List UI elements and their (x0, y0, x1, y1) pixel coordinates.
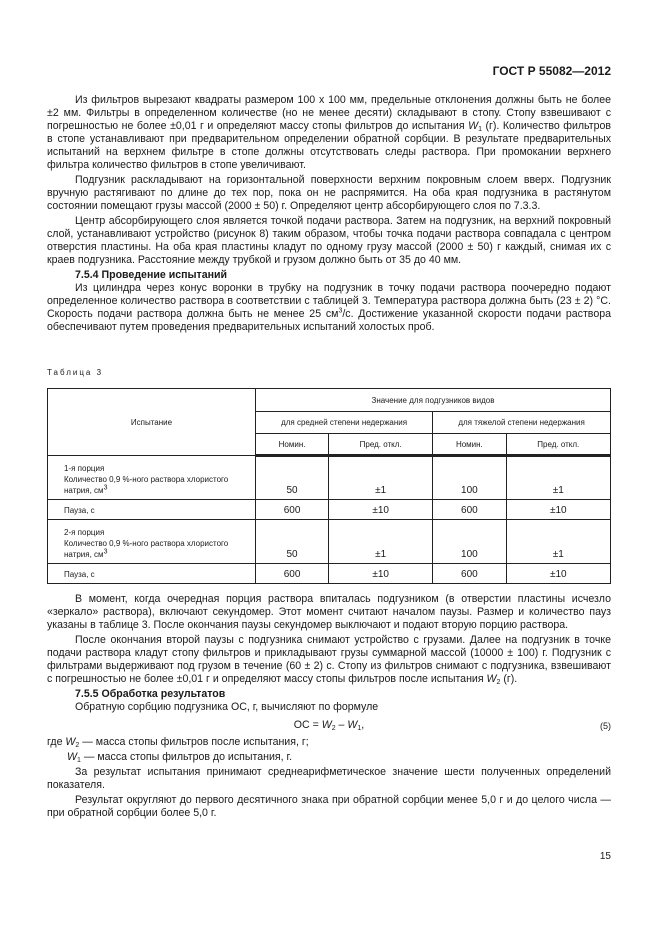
cell: 100 (433, 520, 506, 564)
paragraph-result: За результат испытания принимают среднеарифметическое значение шести полученных определений показателя. (47, 766, 611, 791)
cell: ±10 (329, 564, 433, 584)
text-top (47, 94, 611, 336)
row-label: Пауза, с (48, 500, 256, 520)
cell: 600 (256, 564, 329, 584)
text: После окончания второй паузы с подгузника снимают устройство с грузами. Далее на подгузник в точке подачи раствора кладут стопу фильтров и прикладывают грузы суммарной массой (10000 ± 100) г. Подгузник с фильтрами выдерживают под грузом в течение (60 ± 2) с. Стопу из фильтров снимают с подгузника, взвешивают с погрешностью не более ±0,01 г и определяют массу стопы фильтров после испытания (47, 634, 611, 685)
sup: 3 (338, 307, 343, 315)
cell: ±10 (506, 500, 610, 520)
text: /с. Достижение указанной скорости подачи раствора обеспечивают путем проведения предварительных испытаний холостых проб. (47, 308, 611, 333)
text-bottom (47, 593, 611, 822)
paragraph-formula-intro: Обратную сорбцию подгузника ОС, г, вычисляют по формуле (75, 701, 379, 713)
cell: ±1 (506, 456, 610, 500)
col-nom: Номин. (433, 434, 506, 456)
formula: ОС = $W_2 - W_1$, (5) (293, 719, 611, 732)
cell: ±10 (506, 564, 610, 584)
cell: ±10 (329, 500, 433, 520)
sub: 1 (478, 126, 482, 133)
var-w: W (468, 120, 479, 132)
paragraph-diaper: Подгузник раскладывают на горизонтальной поверхности верхним покровным слоем вверх. Подгузник вручную растягивают по длине до тех пор, пока он не распрямится. На оба края подгузника в растянутом состоянии помещают грузы массой (2000 ± 50) г. Определяют центр абсорбирующего слоя по 7.3.3. (47, 174, 611, 212)
definition-w2: где $W_2$ — масса стопы фильтров после испытания, г; (47, 736, 309, 749)
col-dev: Пред. откл. (506, 434, 610, 456)
sub: 2 (496, 679, 501, 686)
section-heading-7-5-5: 7.5.5 Обработка результатов (75, 688, 226, 700)
paragraph-pause: В момент, когда очередная порция раствора впиталась подгузником (в отверстии пластины исчезло «зеркало» раствора), включают секундомер. Этот момент считают началом паузы. Размер и количество пауз указаны в таблице 3. После окончания паузы секундомер выключают и подают вторую порцию раствора. (47, 593, 611, 631)
document-header: ГОСТ Р 55082—2012 (492, 64, 611, 78)
paragraph-filters-after (47, 634, 611, 686)
row-label: 1-я порция Количество 0,9 %-ного раствора хлористого натрия, $см^3$ (48, 456, 256, 500)
table-row (48, 456, 611, 500)
col-header-test: Испытание (48, 389, 256, 456)
paragraph-rounding: Результат округляют до первого десятичного знака при обратной сорбции менее 5,0 г и до целого числа — при обратной сорбции более 5,0 г. (47, 794, 611, 819)
group-header: Значение для подгузников видов (256, 389, 611, 412)
text: (г). (500, 673, 518, 685)
group-medium: для средней степени недержания (256, 412, 433, 434)
text: Из фильтров вырезают квадраты размером 100 x 100 мм, предельные отклонения должны быть не более ±2 мм. Фильтры в определенном количестве (но не менее десяти) складывают в стопу. Стопу взвешивают с погрешностью не более ±0,01 г и определяют массу стопы фильтров до испытания (47, 94, 611, 132)
text: (г). Количество фильтров в стопе устанавливают при предварительном определении обратной сорбции. В результате предварительных испытаний на верхнем фильтре в стопе должны отсутствовать следы раствора. При промокании верхнего фильтра количество фильтров в стопе увеличивают. (47, 120, 611, 171)
formula-number: (5) (600, 721, 611, 731)
definition-w1: $W_1$ — масса стопы фильтров до испытания, г. (67, 751, 293, 764)
cell: ±1 (506, 520, 610, 564)
cell: 600 (256, 500, 329, 520)
table-row (48, 500, 611, 520)
page-number: 15 (599, 851, 611, 862)
col-dev: Пред. откл. (329, 434, 433, 456)
cell: 50 (256, 456, 329, 500)
col-nom: Номин. (256, 434, 329, 456)
table-3 (47, 388, 611, 584)
cell: 100 (433, 456, 506, 500)
row-label: Пауза, с (48, 564, 256, 584)
text: Из цилиндра через конус воронки в трубку на подгузник в точку подачи раствора поочередно подают определенное количество раствора в соответствии с таблицей 3. Температура раствора должна быть (23 ± 2) °С. Скорость подачи раствора должна быть не менее 25 см (47, 282, 611, 320)
cell: ±1 (329, 520, 433, 564)
section-heading-7-5-4: 7.5.4 Проведение испытаний (75, 269, 228, 281)
paragraph-filters (47, 94, 611, 172)
table-row (48, 520, 611, 564)
row-label: 2-я порция Количество 0,9 %-ного раствора хлористого натрия, $см^3$ (48, 520, 256, 564)
group-heavy: для тяжелой степени недержания (433, 412, 611, 434)
cell: 600 (433, 564, 506, 584)
table-caption: Таблица 3 (47, 368, 104, 377)
cell: 50 (256, 520, 329, 564)
cell: 600 (433, 500, 506, 520)
var-w: W (486, 673, 497, 685)
cell: ±1 (329, 456, 433, 500)
table-row (48, 564, 611, 584)
paragraph-center: Центр абсорбирующего слоя является точкой подачи раствора. Затем на подгузник, на верхний покровный слой, устанавливают устройство (рисунок 8) таким образом, чтобы точка подачи раствора совпадала с центром отверстия пластины. На оба края пластины кладут по одному грузу массой (2000 ± 50) г каждый, снимая их с краев подгузника. Расстояние между трубкой и грузом должно быть от 35 до 40 мм. (47, 215, 611, 266)
paragraph-procedure (47, 282, 611, 334)
